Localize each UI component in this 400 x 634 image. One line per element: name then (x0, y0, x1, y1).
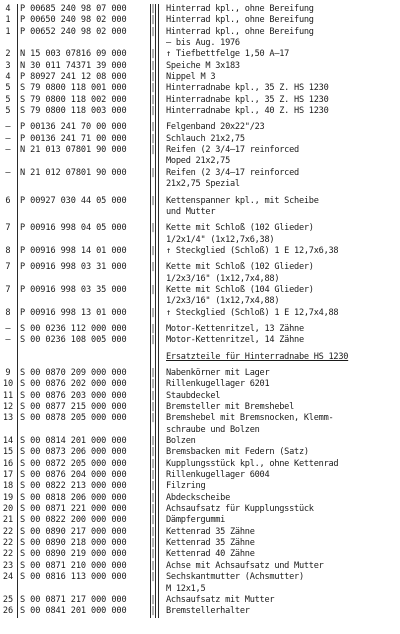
parts-row (0, 27, 400, 38)
parts-row (0, 572, 400, 583)
item-number: 7 (5, 284, 11, 295)
part-description: Bremsbacken mit Federn (Satz) (166, 447, 309, 458)
parts-row (0, 584, 400, 595)
part-number: S 00 0814 201 000 000 (20, 436, 127, 447)
parts-row (0, 459, 400, 470)
part-description: Hinterradnabe kpl., 35 Z. HS 1230 (166, 94, 329, 105)
part-description: Ersatzteile für Hinterradnabe HS 1230 (166, 351, 349, 362)
part-description: – bis Aug. 1976 (166, 38, 240, 49)
part-number: S 00 0822 200 000 000 (20, 515, 127, 526)
column-marker: │ (150, 307, 156, 318)
parts-row (0, 324, 400, 335)
parts-row (0, 4, 400, 15)
parts-row (0, 223, 400, 234)
column-marker: │ (150, 458, 156, 469)
part-number: P 00136 241 70 00 000 (20, 122, 127, 133)
part-description: schraube und Bolzen (166, 424, 260, 435)
part-description: Rillenkugellager 6201 (166, 379, 270, 390)
parts-row (0, 38, 400, 49)
part-description: Hinterradnabe kpl., 35 Z. HS 1230 (166, 83, 329, 94)
item-number: 7 (5, 223, 11, 234)
column-marker: │ (150, 284, 156, 295)
column-marker: │ (150, 492, 156, 503)
item-number: 5 (5, 83, 11, 94)
part-description: Kettenrad 40 Zähne (166, 549, 255, 560)
part-number: P 00652 240 98 02 000 (20, 26, 127, 37)
part-number: S 00 0890 217 000 000 (20, 526, 127, 537)
part-number: S 00 0890 219 000 000 (20, 549, 127, 560)
parts-row (0, 606, 400, 617)
column-marker: │ (150, 413, 156, 424)
part-description: Achsaufsatz mit Mutter (166, 594, 275, 605)
part-description: 1/2x1/4" (1x12,7x6,38) (166, 234, 275, 245)
part-description: Bremstellerhalter (166, 606, 250, 617)
item-number: 22 (2, 538, 14, 549)
part-number: S 00 0822 213 000 000 (20, 481, 127, 492)
part-number: S 00 0877 215 000 000 (20, 402, 127, 412)
part-description: Kette mit Schloß (104 Glieder) (166, 284, 314, 295)
item-number: 5 (5, 106, 11, 117)
parts-row (0, 196, 400, 207)
column-marker: │ (150, 436, 156, 447)
parts-list-table (0, 4, 400, 618)
part-description: Motor-Kettenritzel, 13 Zähne (166, 323, 304, 334)
part-description: und Mutter (166, 206, 216, 217)
part-number: S 00 0876 202 000 000 (20, 379, 127, 390)
part-number: P 00685 240 98 07 000 (20, 4, 127, 14)
part-description: Schlauch 21x2,75 (166, 133, 245, 144)
item-number: – (5, 133, 11, 144)
parts-row (0, 122, 400, 133)
part-description: Kettenrad 35 Zähne (166, 538, 255, 549)
column-marker: │ (150, 60, 156, 71)
parts-row (0, 515, 400, 526)
part-number: S 00 0871 221 000 000 (20, 504, 127, 515)
part-description: Abdeckscheibe (166, 492, 231, 503)
column-marker: │ (150, 367, 156, 378)
part-description: Motor-Kettenritzel, 14 Zähne (166, 335, 304, 346)
item-number: – (5, 323, 11, 334)
parts-row (0, 561, 400, 572)
item-number: 17 (2, 470, 14, 481)
part-description: Kette mit Schloß (102 Glieder) (166, 262, 314, 273)
part-number: N 30 011 74371 39 000 (20, 60, 127, 71)
part-description: Hinterrad kpl., ohne Bereifung (166, 4, 314, 14)
part-description: Nabenkörner mit Lager (166, 367, 270, 378)
item-number: 14 (2, 436, 14, 447)
column-marker: │ (150, 606, 156, 617)
parts-row (0, 368, 400, 379)
parts-row (0, 527, 400, 538)
column-marker: │ (150, 335, 156, 346)
column-marker: │ (150, 560, 156, 571)
column-marker: │ (150, 49, 156, 60)
column-marker: │ (150, 390, 156, 401)
parts-row (0, 402, 400, 413)
item-number: 20 (2, 504, 14, 515)
part-number: N 15 003 07816 09 000 (20, 49, 127, 60)
part-number: P 00650 240 98 02 000 (20, 15, 127, 26)
parts-row (0, 61, 400, 72)
part-description: Bremsteller mit Bremshebel (166, 402, 295, 412)
part-description: Hinterrad kpl., ohne Bereifung (166, 26, 314, 37)
parts-row (0, 481, 400, 492)
part-number: S 00 0878 205 000 000 (20, 413, 127, 424)
parts-rows (0, 4, 400, 618)
part-number: S 79 0800 118 001 000 (20, 83, 127, 94)
part-number: P 00916 998 04 05 000 (20, 223, 127, 234)
item-number: 3 (5, 60, 11, 71)
parts-row (0, 274, 400, 285)
item-number: 6 (5, 195, 11, 206)
item-number: 26 (2, 606, 14, 617)
column-marker: │ (150, 4, 156, 14)
part-number: S 00 0236 112 000 000 (20, 323, 127, 334)
item-number: 4 (5, 72, 11, 83)
column-marker: │ (150, 481, 156, 492)
item-number: 22 (2, 549, 14, 560)
column-marker: │ (150, 262, 156, 273)
column-marker: │ (150, 549, 156, 560)
part-description: Hinterrad kpl., ohne Bereifung (166, 15, 314, 26)
part-description: M 12x1,5 (166, 583, 206, 594)
item-number: 16 (2, 458, 14, 469)
item-number: 2 (5, 49, 11, 60)
parts-row (0, 262, 400, 273)
item-number: 9 (5, 367, 11, 378)
part-description: Hinterradnabe kpl., 40 Z. HS 1230 (166, 106, 329, 117)
item-number: 1 (5, 15, 11, 26)
part-description: ↑ Steckglied (Schloß) 1 E 12,7x6,38 (166, 245, 339, 256)
column-marker: │ (150, 470, 156, 481)
item-number: 10 (2, 379, 14, 390)
part-number: S 00 0873 206 000 000 (20, 447, 127, 458)
part-number: S 00 0890 218 000 000 (20, 538, 127, 549)
parts-row (0, 595, 400, 606)
part-number: S 00 0818 206 000 000 (20, 492, 127, 503)
column-marker: │ (150, 323, 156, 334)
item-number: 5 (5, 94, 11, 105)
column-marker: │ (150, 15, 156, 26)
item-number: 21 (2, 515, 14, 526)
column-marker: │ (150, 145, 156, 156)
item-number: 25 (2, 594, 14, 605)
parts-row (0, 15, 400, 26)
part-description: Sechskantmutter (Achsmutter) (166, 572, 304, 583)
column-marker: │ (150, 447, 156, 458)
item-number: – (5, 167, 11, 178)
item-number: 24 (2, 572, 14, 583)
item-number: 23 (2, 560, 14, 571)
part-description: ↑ Tiefbettfelge 1,50 A–17 (166, 49, 290, 60)
part-number: S 00 0871 217 000 000 (20, 594, 127, 605)
part-number: S 00 0872 205 000 000 (20, 458, 127, 469)
item-number: 13 (2, 413, 14, 424)
parts-row (0, 425, 400, 436)
parts-row (0, 447, 400, 458)
item-number: – (5, 335, 11, 346)
part-number: P 00916 998 03 31 000 (20, 262, 127, 273)
part-description: Dämpfergummi (166, 515, 226, 526)
column-marker: │ (150, 122, 156, 133)
column-marker: │ (150, 223, 156, 234)
column-marker: │ (150, 26, 156, 37)
part-description: Nippel M 3 (166, 72, 216, 83)
item-number: 8 (5, 307, 11, 318)
parts-row (0, 145, 400, 156)
parts-row (0, 308, 400, 319)
column-marker: │ (150, 72, 156, 83)
parts-row (0, 207, 400, 218)
parts-row (0, 379, 400, 390)
column-marker: │ (150, 379, 156, 390)
part-number: N 21 013 07801 90 000 (20, 145, 127, 156)
part-number: P 00916 998 13 01 000 (20, 307, 127, 318)
part-number: S 00 0876 204 000 000 (20, 470, 127, 481)
parts-row (0, 470, 400, 481)
part-description: Speiche M 3x183 (166, 60, 240, 71)
column-marker: │ (150, 572, 156, 583)
item-number: 8 (5, 245, 11, 256)
item-number: – (5, 145, 11, 156)
part-description: Kettenrad 35 Zähne (166, 526, 255, 537)
parts-row (0, 549, 400, 560)
part-number: S 79 0800 118 003 000 (20, 106, 127, 117)
column-marker: │ (150, 83, 156, 94)
parts-row (0, 235, 400, 246)
part-number: P 00916 998 14 01 000 (20, 245, 127, 256)
parts-row (0, 168, 400, 179)
parts-row (0, 95, 400, 106)
part-number: S 79 0800 118 002 000 (20, 94, 127, 105)
item-number: 7 (5, 262, 11, 273)
part-description: Felgenband 20x22"/23 (166, 122, 265, 133)
part-number: S 00 0236 108 005 000 (20, 335, 127, 346)
part-description: Bolzen (166, 436, 196, 447)
column-marker: │ (150, 106, 156, 117)
part-number: P 80927 241 12 08 000 (20, 72, 127, 83)
part-description: Achsaufsatz für Kupplungsstück (166, 504, 314, 515)
column-marker: │ (150, 167, 156, 178)
parts-row (0, 246, 400, 257)
part-number: N 21 012 07801 90 000 (20, 167, 127, 178)
column-marker: │ (150, 402, 156, 412)
parts-row (0, 106, 400, 117)
part-number: S 00 0876 203 000 000 (20, 390, 127, 401)
part-description: 1/2x3/16" (1x12,7x4,88) (166, 296, 280, 307)
part-number: P 00927 030 44 05 000 (20, 195, 127, 206)
parts-row (0, 134, 400, 145)
parts-row (0, 413, 400, 424)
item-number: 4 (5, 4, 11, 14)
parts-row (0, 538, 400, 549)
parts-row (0, 493, 400, 504)
part-description: Filzring (166, 481, 206, 492)
column-marker: │ (150, 515, 156, 526)
column-marker: │ (150, 526, 156, 537)
item-number: 18 (2, 481, 14, 492)
column-marker: │ (150, 94, 156, 105)
part-description: Kette mit Schloß (102 Glieder) (166, 223, 314, 234)
parts-row (0, 285, 400, 296)
column-marker: │ (150, 504, 156, 515)
part-description: 1/2x3/16" (1x12,7x4,88) (166, 273, 280, 284)
column-marker: │ (150, 538, 156, 549)
part-number: P 00916 998 03 35 000 (20, 284, 127, 295)
parts-row (0, 436, 400, 447)
parts-row (0, 72, 400, 83)
item-number: 19 (2, 492, 14, 503)
part-number: S 00 0871 210 000 000 (20, 560, 127, 571)
part-number: S 00 0870 209 000 000 (20, 367, 127, 378)
item-number: 12 (2, 402, 14, 412)
part-description: Reifen (2 3/4–17 reinforced (166, 167, 299, 178)
part-description: 21x2,75 Spezial (166, 179, 240, 190)
part-description: Achse mit Achsaufsatz und Mutter (166, 560, 324, 571)
item-number: 1 (5, 26, 11, 37)
item-number: 15 (2, 447, 14, 458)
parts-row (0, 179, 400, 190)
column-marker: │ (150, 245, 156, 256)
part-description: Kupplungsstück kpl., ohne Kettenrad (166, 458, 339, 469)
part-number: P 00136 241 71 00 000 (20, 133, 127, 144)
part-description: Kettenspanner kpl., mit Scheibe (166, 195, 319, 206)
column-marker: │ (150, 594, 156, 605)
part-description: Rillenkugellager 6004 (166, 470, 270, 481)
column-marker: │ (150, 133, 156, 144)
part-description: ↑ Steckglied (Schloß) 1 E 12,7x4,88 (166, 307, 339, 318)
item-number: 22 (2, 526, 14, 537)
parts-row (0, 156, 400, 167)
parts-row (0, 504, 400, 515)
parts-row (0, 391, 400, 402)
part-description: Bremshebel mit Bremsnocken, Klemm- (166, 413, 334, 424)
parts-row (0, 49, 400, 60)
parts-row (0, 335, 400, 346)
column-marker: │ (150, 195, 156, 206)
part-description: Reifen (2 3/4–17 reinforced (166, 145, 299, 156)
section-heading-row (0, 352, 400, 363)
item-number: – (5, 122, 11, 133)
part-description: Staubdeckel (166, 390, 221, 401)
part-description: Moped 21x2,75 (166, 156, 231, 167)
parts-row (0, 83, 400, 94)
parts-row (0, 296, 400, 307)
part-number: S 00 0841 201 000 000 (20, 606, 127, 617)
part-number: S 00 0816 113 000 000 (20, 572, 127, 583)
item-number: 11 (2, 390, 14, 401)
